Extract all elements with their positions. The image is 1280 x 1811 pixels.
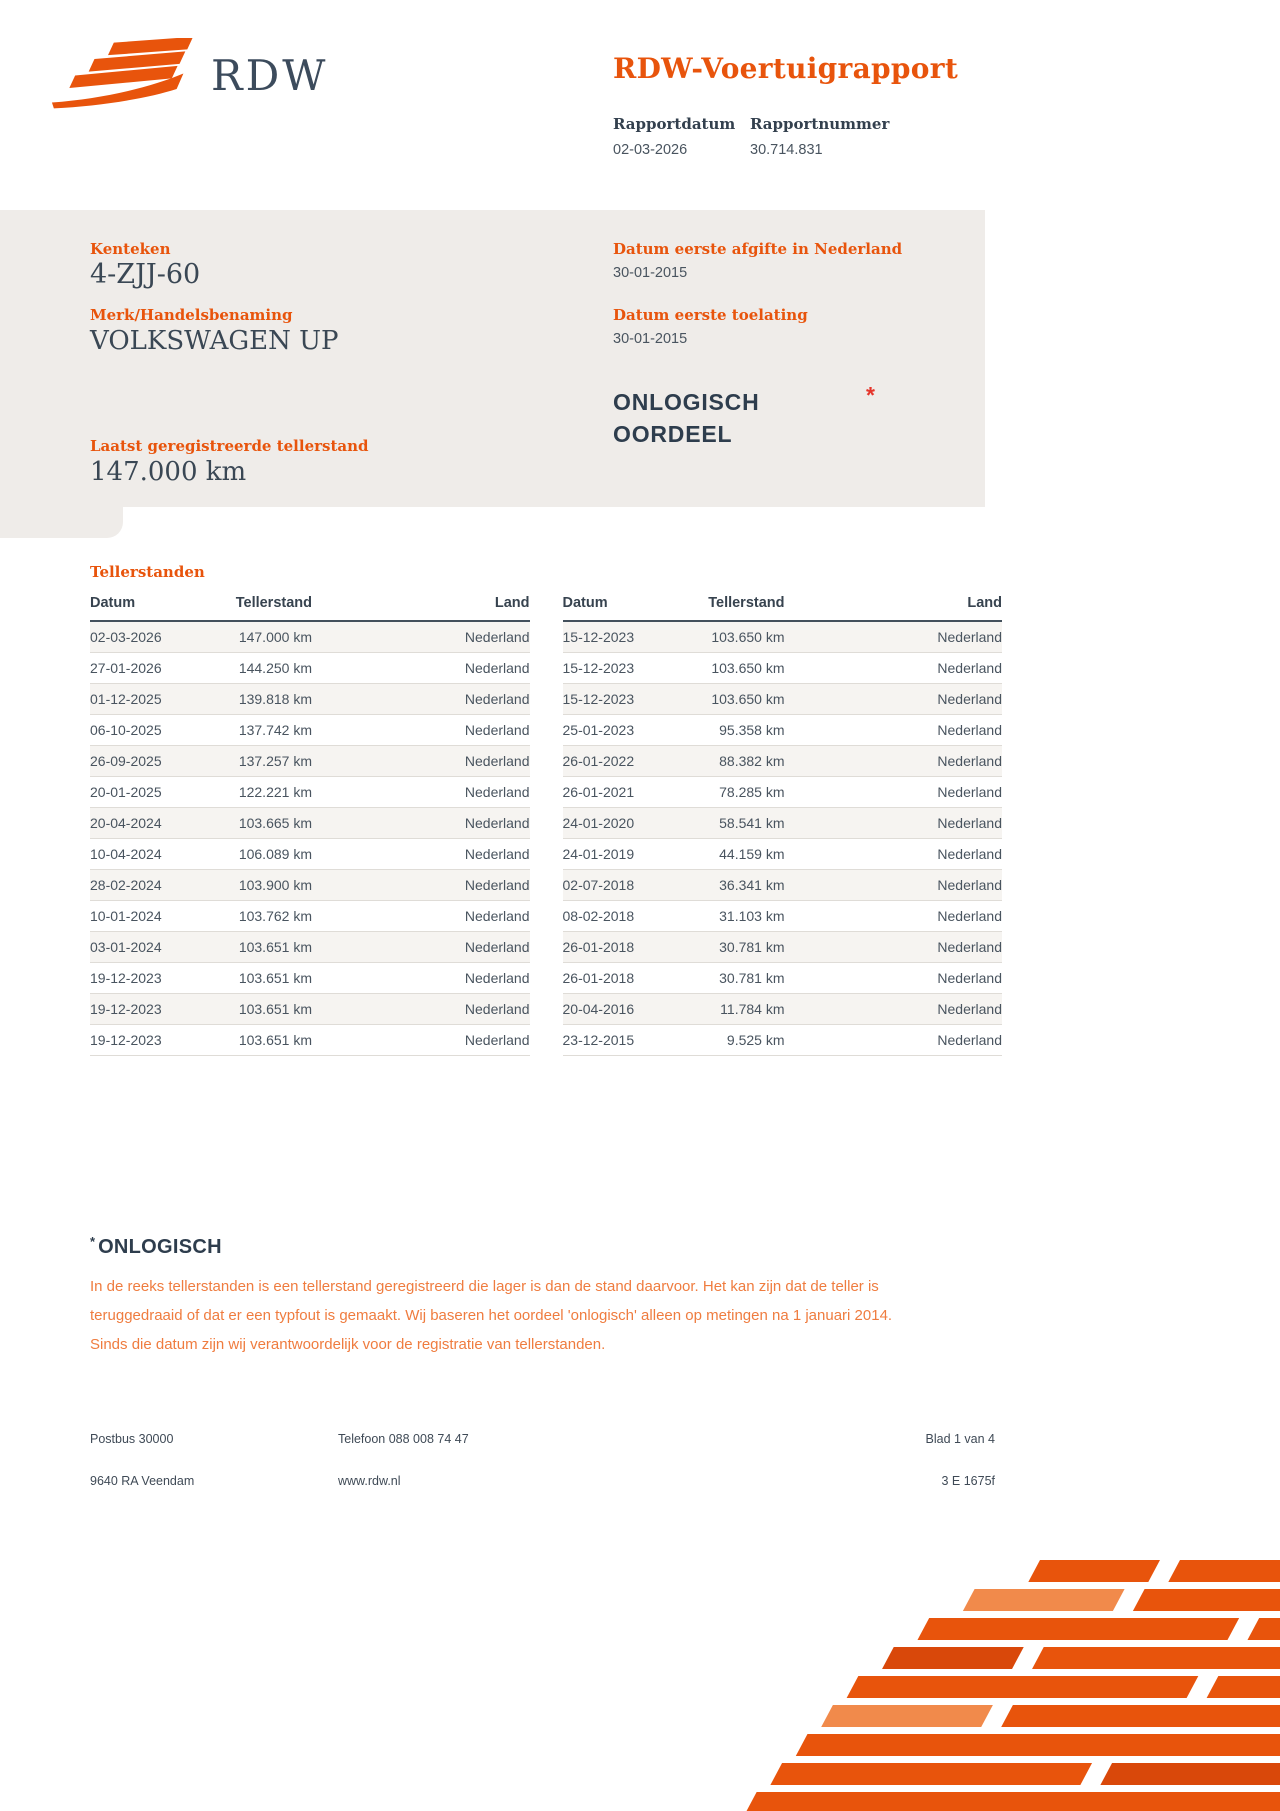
- cell-land: Nederland: [785, 994, 1003, 1025]
- table-row: [90, 621, 530, 653]
- table-row: [563, 839, 1003, 870]
- cell-tellerstand: 103.651 km: [210, 1025, 312, 1056]
- cell-datum: 10-04-2024: [90, 839, 210, 870]
- oordeel-badge: [613, 386, 759, 450]
- cell-tellerstand: 36.341 km: [683, 870, 785, 901]
- cell-datum: 02-07-2018: [563, 870, 683, 901]
- cell-tellerstand: 103.651 km: [210, 994, 312, 1025]
- footnote-text: In de reeks tellerstanden is een tellerstand geregistreerd die lager is dan de stand daarvoor. Het kan zijn dat de teller is teruggedraaid of dat er een typfout is gemaakt. Wij baseren het oordeel 'onlogisch' alleen op metingen na 1 januari 2014. Sinds die datum zijn wij verantwoordelijk voor de registratie van tellerstanden.: [90, 1278, 893, 1353]
- cell-land: Nederland: [312, 839, 530, 870]
- onlogisch-footnote: [90, 1234, 922, 1359]
- footnote-asterisk: *: [90, 1234, 96, 1249]
- cell-datum: 03-01-2024: [90, 932, 210, 963]
- cell-land: Nederland: [312, 901, 530, 932]
- laatste-tellerstand-value: 147.000 km: [90, 457, 247, 487]
- table-row: [90, 715, 530, 746]
- footer-row-2: [90, 1474, 995, 1488]
- table-row: [563, 870, 1003, 901]
- rdw-logo: [50, 38, 328, 112]
- cell-tellerstand: 103.900 km: [210, 870, 312, 901]
- tellerstanden-title: Tellerstanden: [90, 563, 205, 581]
- footer-address-line2: 9640 RA Veendam: [90, 1474, 195, 1488]
- table-header-row: [90, 590, 530, 621]
- table-row: [563, 963, 1003, 994]
- cell-land: Nederland: [785, 932, 1003, 963]
- merk-label: Merk/Handelsbenaming: [90, 306, 293, 324]
- report-meta: [613, 115, 1013, 158]
- cell-land: Nederland: [312, 870, 530, 901]
- cell-datum: 26-01-2018: [563, 963, 683, 994]
- oordeel-line2: OORDEEL: [613, 421, 733, 447]
- cell-tellerstand: 137.742 km: [210, 715, 312, 746]
- cell-land: Nederland: [785, 653, 1003, 684]
- kenteken-value: 4-ZJJ-60: [90, 259, 201, 290]
- panel-corner-tab: [0, 507, 123, 538]
- cell-tellerstand: 103.650 km: [683, 653, 785, 684]
- cell-datum: 20-04-2024: [90, 808, 210, 839]
- cell-land: Nederland: [312, 963, 530, 994]
- footer-row-1: [90, 1432, 995, 1446]
- table-row: [563, 746, 1003, 777]
- cell-land: Nederland: [785, 839, 1003, 870]
- tellerstanden-section: [90, 563, 1002, 1056]
- rdw-flag-pattern-decoration: [660, 1560, 1280, 1811]
- table-row: [90, 963, 530, 994]
- cell-datum: 19-12-2023: [90, 994, 210, 1025]
- col-header-tellerstand: Tellerstand: [683, 590, 785, 621]
- cell-land: Nederland: [785, 870, 1003, 901]
- cell-datum: 20-01-2025: [90, 777, 210, 808]
- cell-land: Nederland: [785, 621, 1003, 653]
- cell-land: Nederland: [312, 746, 530, 777]
- cell-tellerstand: 30.781 km: [683, 932, 785, 963]
- cell-tellerstand: 139.818 km: [210, 684, 312, 715]
- col-header-land: Land: [785, 590, 1003, 621]
- table-row: [90, 932, 530, 963]
- table-row: [563, 1025, 1003, 1056]
- cell-tellerstand: 78.285 km: [683, 777, 785, 808]
- report-number-block: [750, 115, 889, 158]
- rdw-flag-icon: [50, 38, 195, 112]
- cell-tellerstand: 58.541 km: [683, 808, 785, 839]
- cell-tellerstand: 31.103 km: [683, 901, 785, 932]
- cell-datum: 26-01-2018: [563, 932, 683, 963]
- merk-value: VOLKSWAGEN UP: [90, 326, 339, 356]
- cell-datum: 23-12-2015: [563, 1025, 683, 1056]
- report-number-label: Rapportnummer: [750, 115, 890, 133]
- cell-datum: 02-03-2026: [90, 621, 210, 653]
- eerste-toelating-label: Datum eerste toelating: [613, 306, 808, 324]
- cell-land: Nederland: [312, 994, 530, 1025]
- cell-tellerstand: 103.651 km: [210, 932, 312, 963]
- oordeel-line1: ONLOGISCH: [613, 389, 760, 415]
- cell-datum: 19-12-2023: [90, 963, 210, 994]
- table-row: [90, 994, 530, 1025]
- table-row: [90, 684, 530, 715]
- table-row: [90, 901, 530, 932]
- footer-form-code: 3 E 1675f: [941, 1474, 995, 1488]
- footnote-heading-row: [90, 1234, 922, 1259]
- report-date-value: 02-03-2026: [613, 142, 688, 158]
- table-row: [90, 777, 530, 808]
- cell-land: Nederland: [312, 621, 530, 653]
- report-date-label: Rapportdatum: [613, 115, 736, 133]
- table-row: [90, 1025, 530, 1056]
- cell-datum: 25-01-2023: [563, 715, 683, 746]
- footer-address-line1: Postbus 30000: [90, 1432, 174, 1446]
- table-header-row: [563, 590, 1003, 621]
- cell-land: Nederland: [312, 715, 530, 746]
- cell-datum: 26-01-2021: [563, 777, 683, 808]
- cell-tellerstand: 122.221 km: [210, 777, 312, 808]
- cell-datum: 28-02-2024: [90, 870, 210, 901]
- eerste-afgifte-label: Datum eerste afgifte in Nederland: [613, 240, 903, 258]
- cell-datum: 15-12-2023: [563, 621, 683, 653]
- cell-datum: 01-12-2025: [90, 684, 210, 715]
- table-row: [563, 621, 1003, 653]
- table-row: [563, 901, 1003, 932]
- cell-land: Nederland: [785, 808, 1003, 839]
- cell-datum: 24-01-2019: [563, 839, 683, 870]
- cell-datum: 27-01-2026: [90, 653, 210, 684]
- cell-tellerstand: 44.159 km: [683, 839, 785, 870]
- flag-pattern-icon: [660, 1560, 1280, 1811]
- cell-tellerstand: 103.650 km: [683, 684, 785, 715]
- table-row: [90, 746, 530, 777]
- report-header: [613, 52, 1013, 158]
- table-row: [563, 994, 1003, 1025]
- page-footer: [90, 1432, 995, 1516]
- table-row: [563, 715, 1003, 746]
- eerste-afgifte-value: 30-01-2015: [613, 265, 688, 281]
- cell-land: Nederland: [312, 1025, 530, 1056]
- cell-tellerstand: 147.000 km: [210, 621, 312, 653]
- cell-land: Nederland: [785, 715, 1003, 746]
- cell-land: Nederland: [312, 653, 530, 684]
- cell-tellerstand: 144.250 km: [210, 653, 312, 684]
- cell-land: Nederland: [312, 808, 530, 839]
- cell-tellerstand: 106.089 km: [210, 839, 312, 870]
- table-row: [90, 653, 530, 684]
- cell-tellerstand: 103.651 km: [210, 963, 312, 994]
- cell-land: Nederland: [785, 1025, 1003, 1056]
- tellerstanden-table-right: [563, 590, 1003, 1056]
- cell-land: Nederland: [785, 746, 1003, 777]
- cell-datum: 10-01-2024: [90, 901, 210, 932]
- cell-tellerstand: 103.650 km: [683, 621, 785, 653]
- footer-website: www.rdw.nl: [338, 1474, 401, 1488]
- cell-datum: 20-04-2016: [563, 994, 683, 1025]
- cell-land: Nederland: [312, 932, 530, 963]
- cell-datum: 24-01-2020: [563, 808, 683, 839]
- laatste-tellerstand-label: Laatst geregistreerde tellerstand: [90, 437, 369, 455]
- cell-tellerstand: 88.382 km: [683, 746, 785, 777]
- col-header-tellerstand: Tellerstand: [210, 590, 312, 621]
- cell-land: Nederland: [785, 684, 1003, 715]
- col-header-datum: Datum: [563, 590, 683, 621]
- table-row: [563, 653, 1003, 684]
- table-row: [90, 808, 530, 839]
- cell-datum: 19-12-2023: [90, 1025, 210, 1056]
- page-title: RDW-Voertuigrapport: [613, 52, 959, 85]
- table-row: [90, 870, 530, 901]
- cell-tellerstand: 103.665 km: [210, 808, 312, 839]
- cell-land: Nederland: [312, 684, 530, 715]
- table-row: [563, 684, 1003, 715]
- cell-land: Nederland: [785, 777, 1003, 808]
- report-number-value: 30.714.831: [750, 142, 823, 158]
- cell-tellerstand: 30.781 km: [683, 963, 785, 994]
- table-row: [563, 932, 1003, 963]
- cell-datum: 15-12-2023: [563, 684, 683, 715]
- cell-land: Nederland: [312, 777, 530, 808]
- cell-land: Nederland: [785, 901, 1003, 932]
- table-row: [563, 777, 1003, 808]
- report-date-block: [613, 115, 750, 158]
- table-row: [90, 839, 530, 870]
- oordeel-asterisk: *: [866, 382, 875, 408]
- kenteken-label: Kenteken: [90, 240, 171, 258]
- vehicle-summary-panel: [0, 210, 985, 507]
- cell-tellerstand: 9.525 km: [683, 1025, 785, 1056]
- col-header-land: Land: [312, 590, 530, 621]
- cell-datum: 06-10-2025: [90, 715, 210, 746]
- cell-datum: 08-02-2018: [563, 901, 683, 932]
- cell-datum: 15-12-2023: [563, 653, 683, 684]
- cell-datum: 26-01-2022: [563, 746, 683, 777]
- eerste-toelating-value: 30-01-2015: [613, 331, 688, 347]
- tellerstanden-table-left: [90, 590, 530, 1056]
- col-header-datum: Datum: [90, 590, 210, 621]
- footer-page-number: Blad 1 van 4: [925, 1432, 995, 1446]
- table-row: [563, 808, 1003, 839]
- cell-tellerstand: 137.257 km: [210, 746, 312, 777]
- footer-phone: Telefoon 088 008 74 47: [338, 1432, 469, 1446]
- cell-tellerstand: 95.358 km: [683, 715, 785, 746]
- rdw-logo-text: RDW: [211, 50, 329, 100]
- cell-land: Nederland: [785, 963, 1003, 994]
- footnote-title: ONLOGISCH: [98, 1236, 222, 1258]
- cell-datum: 26-09-2025: [90, 746, 210, 777]
- cell-tellerstand: 103.762 km: [210, 901, 312, 932]
- cell-tellerstand: 11.784 km: [683, 994, 785, 1025]
